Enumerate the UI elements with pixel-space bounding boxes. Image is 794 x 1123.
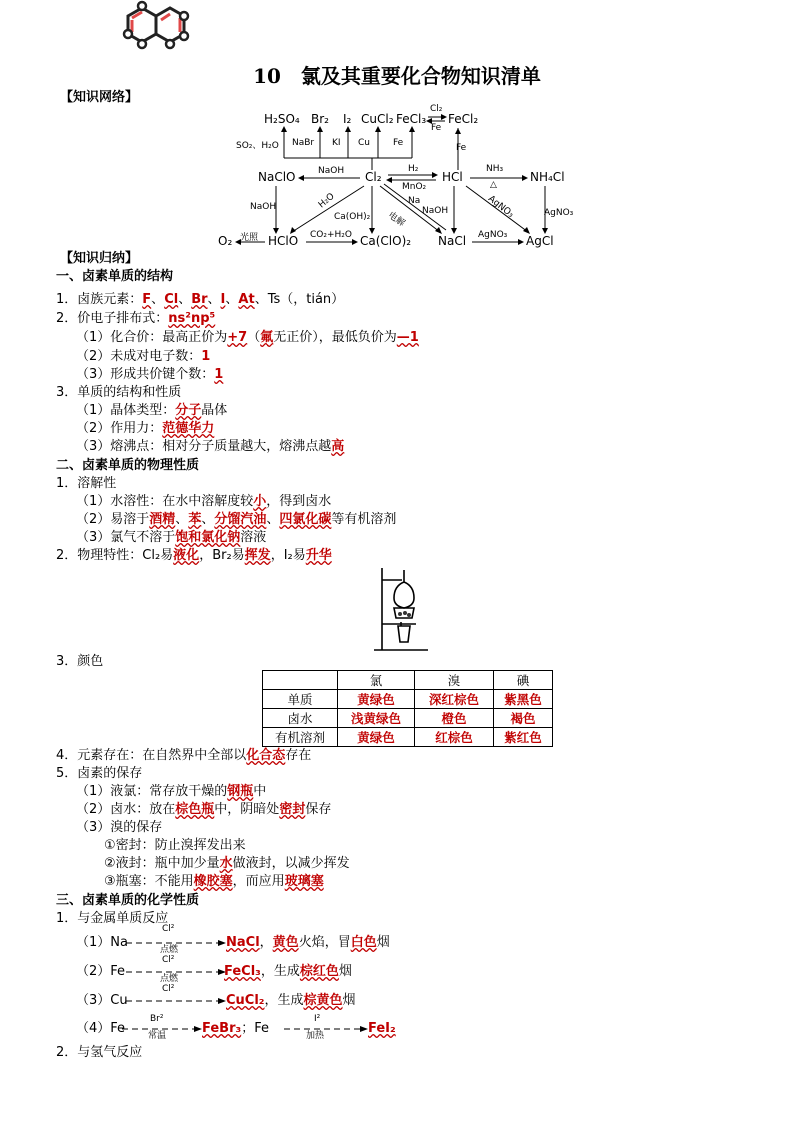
reaction-product: FeI₂ — [368, 1021, 396, 1036]
reaction-arrow-icon — [126, 938, 226, 948]
reaction-reactant: （1）Na — [76, 935, 128, 950]
label-naoh3: NaOH — [422, 206, 449, 216]
table-cell: 黄绿色 — [338, 728, 415, 747]
formula-br2: Br₂ — [311, 112, 329, 126]
label-h2o: H₂O — [316, 191, 337, 211]
reaction-condition-top: Cl² — [162, 924, 175, 934]
label-fe-top: Fe — [431, 123, 442, 133]
label-so2h2o: SO₂、H₂O — [236, 141, 279, 151]
line-solubility: 1．溶解性 — [56, 476, 117, 491]
table-cell: 褐色 — [494, 709, 553, 728]
line-element-existence: 4．元素存在：在自然界中全部以化合态存在 — [56, 748, 312, 763]
line-unpaired-electrons: （2）未成对电子数：1 — [76, 349, 211, 364]
line-metal-reaction: 1．与金属单质反应 — [56, 911, 169, 926]
label-fe-right: Fe — [456, 143, 467, 153]
table-cell: 深红棕色 — [415, 690, 494, 709]
reaction-arrow-icon — [122, 1024, 202, 1034]
section-heading-summary: 【知识归纳】 — [60, 251, 139, 266]
formula-nh4cl: NH₄Cl — [530, 170, 565, 184]
table-cell: 黄绿色 — [338, 690, 415, 709]
formula-hcl: HCl — [442, 170, 463, 184]
table-cell: 橙色 — [415, 709, 494, 728]
label-caoh2: Ca(OH)₂ — [334, 212, 371, 222]
table-cell: 紫黑色 — [494, 690, 553, 709]
line-water-solubility: （1）水溶性：在水中溶解度较小，得到卤水 — [76, 494, 332, 509]
formula-cl2: Cl₂ — [365, 170, 382, 184]
page-title: 10 氯及其重要化合物知识清单 — [253, 64, 541, 88]
formula-i2: I₂ — [343, 112, 352, 126]
formula-o2: O₂ — [218, 234, 233, 248]
section-2-heading: 二、卤素单质的物理性质 — [56, 458, 200, 473]
table-header-cell: 碘 — [494, 671, 553, 690]
reaction-condition-bottom: 加热 — [306, 1031, 325, 1041]
reaction-reactant: （4）Fe — [76, 1021, 126, 1036]
formula-agcl: AgCl — [526, 234, 554, 248]
line-liquid-chlorine: （1）液氯：常存放干燥的钢瓶中 — [76, 784, 267, 799]
reaction-condition-bottom: 常温 — [148, 1031, 167, 1041]
line-valence: （1）化合价：最高正价为+7（氟无正价），最低负价为—1 — [76, 330, 419, 345]
label-nh3: NH₃ — [486, 164, 504, 174]
line-structure-properties: 3．单质的结构和性质 — [56, 385, 182, 400]
label-dianjie: 电解 — [385, 210, 407, 229]
line-valence-config: 2．价电子排布式：ns²np⁵ — [56, 311, 216, 326]
label-mno2: MnO₂ — [402, 182, 427, 192]
formula-naclo: NaClO — [258, 170, 296, 184]
formula-h2so4: H₂SO₄ — [264, 112, 300, 126]
line-physical-property: 2．物理特性：Cl₂易液化，Br₂易挥发，I₂易升华 — [56, 548, 332, 563]
formula-nacl: NaCl — [438, 234, 467, 248]
section-heading-network: 【知识网络】 — [60, 90, 139, 105]
table-header-cell: 氯 — [338, 671, 415, 690]
reaction-reactant: （2）Fe — [76, 964, 126, 979]
line-force: （2）作用力：范德华力 — [76, 421, 215, 436]
line-melting-point: （3）熔沸点：相对分子质量越大，熔沸点越高 — [76, 439, 345, 454]
formula-hclo: HClO — [268, 234, 299, 248]
reaction-condition-top: Cl² — [162, 984, 175, 994]
reaction-condition-top: Cl² — [162, 955, 175, 965]
label-co2h2o: CO₂+H₂O — [310, 230, 352, 240]
table-row-label: 单质 — [263, 690, 338, 709]
line-halogen-water: （2）卤水：放在棕色瓶中，阴暗处密封保存 — [76, 802, 332, 817]
table-row — [263, 709, 553, 728]
table-header-row — [263, 671, 553, 690]
label-naoh1: NaOH — [318, 166, 345, 176]
label-agno3-a: AgNO₃ — [486, 194, 516, 220]
line-chlorine-insoluble: （3）氯气不溶于饱和氯化钠溶液 — [76, 530, 267, 545]
reaction-arrow-icon — [126, 996, 226, 1006]
label-nabr: NaBr — [292, 138, 315, 148]
reaction-reactant: （3）Cu — [76, 993, 128, 1008]
reaction-product-line: FeCl₃，生成棕红色烟 — [224, 964, 352, 979]
table-row — [263, 690, 553, 709]
line-crystal-type: （1）晶体类型：分子晶体 — [76, 403, 228, 418]
formula-cucl2: CuCl₂ — [361, 112, 394, 126]
line-hydrogen-reaction: 2．与氢气反应 — [56, 1045, 143, 1060]
line-bromine-storage: （3）溴的保存 — [76, 820, 163, 835]
label-cu: Cu — [358, 138, 370, 148]
line-halogen-elements: 1．卤族元素：F、Cl、Br、I、At、Ts（，tián） — [56, 292, 345, 307]
formula-fecl3: FeCl₃ — [396, 112, 427, 126]
formula-fecl2: FeCl₂ — [448, 112, 479, 126]
reaction-product-line: NaCl，黄色火焰，冒白色烟 — [226, 935, 390, 950]
line-stopper: ③瓶塞：不能用橡胶塞，而应用玻璃塞 — [104, 874, 324, 889]
label-agno3-c: AgNO₃ — [478, 230, 508, 240]
halogen-color-table — [262, 670, 553, 747]
label-guangzhao: 光照 — [240, 233, 259, 243]
label-naoh2: NaOH — [250, 202, 277, 212]
table-cell: 紫红色 — [494, 728, 553, 747]
label-na: Na — [408, 196, 421, 206]
table-cell: 红棕色 — [415, 728, 494, 747]
reaction-condition-top: Br² — [150, 1014, 164, 1024]
label-cl2-top: Cl₂ — [430, 104, 443, 114]
line-color-heading: 3．颜色 — [56, 654, 104, 669]
table-cell: 浅黄绿色 — [338, 709, 415, 728]
reaction-product-line: FeBr₃；Fe — [202, 1021, 269, 1036]
line-liquid-seal: ②液封：瓶中加少量水做液封，以减少挥发 — [104, 856, 350, 871]
section-3-heading: 三、卤素单质的化学性质 — [56, 893, 200, 908]
line-covalent-bonds: （3）形成共价键个数：1 — [76, 367, 224, 382]
reaction-product-line: CuCl₂，生成棕黄色烟 — [226, 993, 356, 1008]
formula-caclo2: Ca(ClO)₂ — [360, 234, 412, 248]
table-row-label: 有机溶剂 — [263, 728, 338, 747]
reaction-arrow-icon — [126, 967, 226, 977]
table-header-cell — [263, 671, 338, 690]
label-agno3-b: AgNO₃ — [544, 208, 574, 218]
line-storage-heading: 5．卤素的保存 — [56, 766, 143, 781]
label-fe: Fe — [393, 138, 404, 148]
reaction-arrow-icon — [284, 1024, 368, 1034]
reaction-condition-bottom: 点燃 — [160, 974, 179, 984]
label-delta: △ — [490, 180, 497, 190]
table-row — [263, 728, 553, 747]
sublimation-apparatus-illustration — [372, 564, 432, 656]
section-1-heading: 一、卤素单质的结构 — [56, 269, 174, 284]
line-organic-solvents: （2）易溶于酒精、苯、分馏汽油、四氯化碳等有机溶剂 — [76, 512, 397, 527]
label-h2: H₂ — [408, 164, 419, 174]
table-row-label: 卤水 — [263, 709, 338, 728]
table-header-cell: 溴 — [415, 671, 494, 690]
reaction-condition-top: I² — [314, 1014, 321, 1024]
line-seal: ①密封：防止溴挥发出来 — [104, 838, 246, 853]
reaction-condition-bottom: 点燃 — [160, 945, 179, 955]
label-ki: KI — [332, 138, 341, 148]
